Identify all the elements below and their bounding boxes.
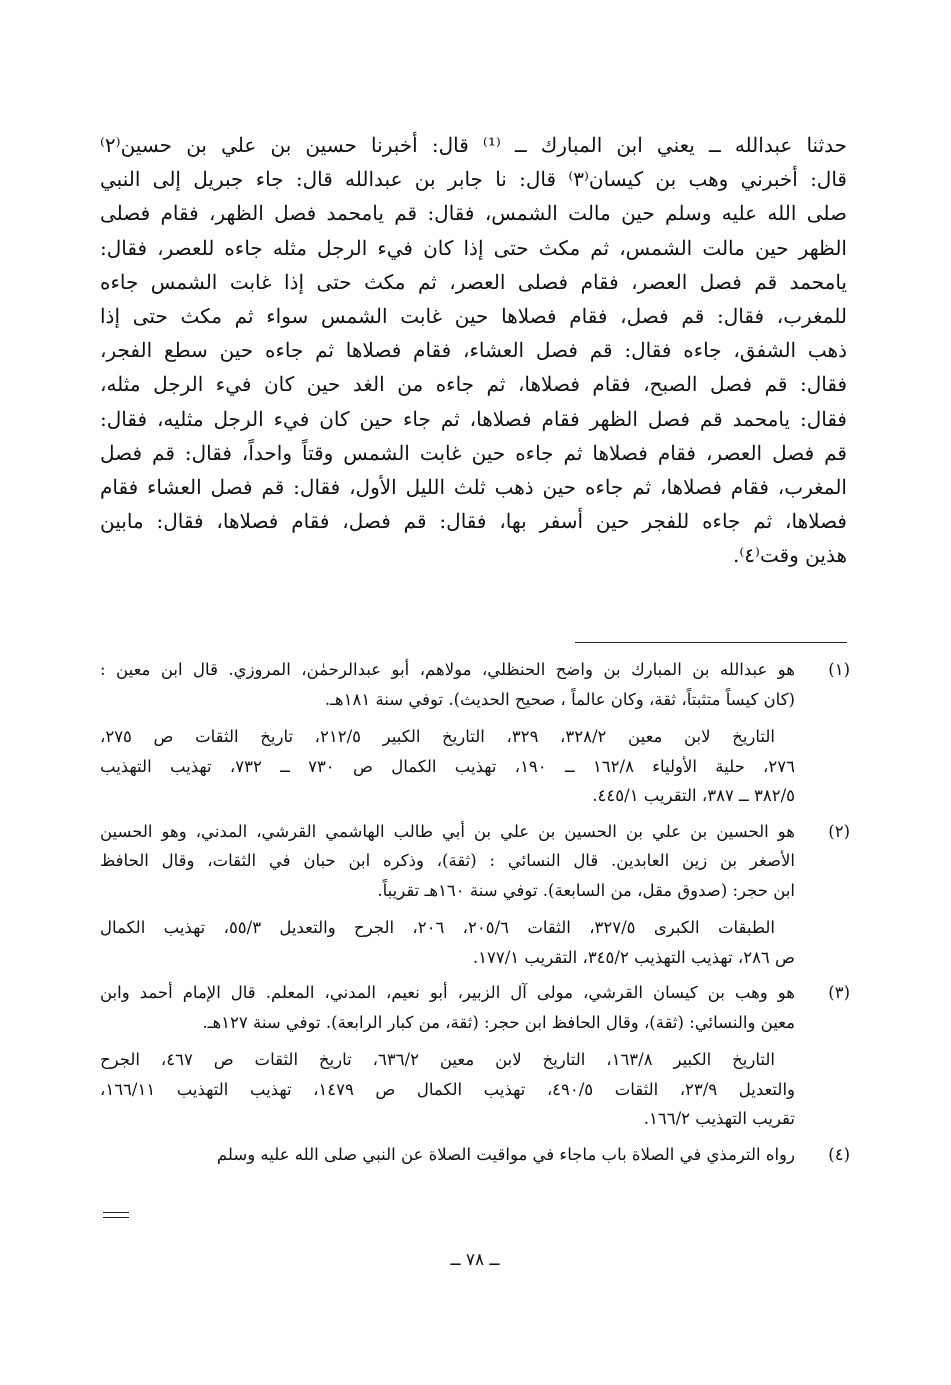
main-text-line: المغرب، فقام فصلاها، ثم جاءه حين ذهب ثلث الليل الأول، فقال: قم فصل العشاء فقام — [100, 474, 847, 499]
footnote-line: هو الحسين بن علي بن الحسين بن علي بن أبي طالب الهاشمي القرشي، المدني، وهو الحسين — [100, 821, 795, 841]
main-text-line: هذين وقت⁽٤⁾. — [733, 543, 847, 568]
footnote-reference-line: تقريب التهذيب ١٦٦/٢. — [643, 1109, 795, 1128]
main-text-block — [100, 128, 847, 572]
footnote-line: معين والنسائي: (ثقة)، وقال الحافظ ابن حجر: (ثقة، من كبار الرابعة). توفي سنة ١٢٧هـ. — [202, 1012, 795, 1032]
footnote-4 — [100, 1140, 850, 1170]
main-text-line: فصلاها، ثم جاءه للفجر حين أسفر بها، فقال: قم فصل، فقام فصلاها، فقال: مابين — [100, 509, 847, 534]
main-text-line: ذهب الشفق، جاءه فقال: قم فصل العشاء، فقام فصلاها ثم جاءه حين سطع الفجر، — [100, 338, 847, 363]
footnote-line: هو وهب بن كيسان القرشي، مولى آل الزبير، أبو نعيم، المدني، المعلم. قال الإمام أحمد وابن — [100, 983, 795, 1002]
footnote-reference-line: ص ٢٨٦، تهذيب التهذيب ٣٤٥/٢، التقريب ١٧٧/١. — [472, 947, 795, 967]
footnote-line: رواه الترمذي في الصلاة باب ماجاء في مواقيت الصلاة عن النبي صلى الله عليه وسلم — [216, 1144, 795, 1164]
footnote-reference-line: الطبقات الكبرى ٣٢٧/٥، الثقات ٢٠٥/٦، ٢٠٦، الجرح والتعديل ٥٥/٣، تهذيب الكمال — [100, 918, 775, 937]
footnote-reference-line: التاريخ لابن معين ٣٢٨/٢، ٣٢٩، التاريخ الكبير ٢١٢/٥، تاريخ الثقات ص ٢٧٥، — [100, 727, 775, 746]
footnote-line: ابن حجر: (صدوق مقل، من السابعة). توفي سنة ١٦٠هـ تقريباً. — [377, 880, 795, 900]
main-text-line: صلى الله عليه وسلم حين مالت الشمس، فقال: قم يامحمد فصل الظهر، فقام فصلى — [100, 201, 847, 226]
main-text-line: فقال: يامحمد قم فصل الظهر فقام فصلاها، ثم جاء حين كان فيء الرجل مثليه، فقال: — [100, 406, 847, 431]
footnote-reference-line: التاريخ الكبير ١٦٣/٨، التاريخ لابن معين ٦٣٦/٢، تاريخ الثقات ص ٤٦٧، الجرح — [100, 1050, 775, 1069]
footnote-separator — [575, 642, 847, 643]
main-text-line: الظهر حين مالت الشمس، ثم مكث حتى إذا كان فيء الرجل مثله جاءه للعصر، فقال: — [100, 235, 847, 260]
footnote-3 — [100, 978, 850, 1134]
footnote-body — [100, 978, 795, 1134]
footnote-body — [100, 655, 795, 811]
footnote-1 — [100, 655, 850, 811]
main-text-line: حدثنا عبدالله ــ يعني ابن المبارك ــ ⁽¹⁾ قال: أخبرنا حسين بن علي بن حسين⁽٢⁾ — [100, 133, 847, 157]
footnote-2 — [100, 817, 850, 973]
page-number: ــ ٧٨ ــ — [450, 1250, 500, 1270]
main-text-line: يامحمد قم فصل العصر، فقام فصلى العصر، ثم مكث حتى إذا غابت الشمس جاءه — [100, 269, 847, 294]
footnotes-section — [100, 655, 850, 1175]
footnote-line: هو عبدالله بن المبارك بن واضح الحنظلي، مولاهم، أبو عبدالرحمٰن، المروزي. قال ابن معين : — [100, 660, 795, 679]
footnote-body — [100, 817, 795, 973]
footnote-reference-line: ٣٨٢/٥ ــ ٣٨٧، التقريب ٤٤٥/١. — [592, 786, 795, 805]
footnote-number: (٣) — [828, 983, 850, 1002]
footnote-reference-line: ٢٧٦، حلية الأولياء ١٦٢/٨ ــ ١٩٠، تهذيب الكمال ص ٧٣٠ ــ ٧٣٢، تهذيب التهذيب — [100, 756, 795, 776]
main-text-line: قم فصل العصر، فقام فصلاها ثم جاءه حين غابت الشمس وقتاً واحداً، فقال: قم فصل — [100, 440, 847, 465]
main-text-line: قال: أخبرني وهب بن كيسان⁽٣⁾ قال: نا جابر بن عبدالله قال: جاء جبريل إلى النبي — [100, 167, 847, 192]
footnote-number: (١) — [828, 660, 850, 679]
footnote-reference-line: والتعديل ٢٣/٩، الثقات ٤٩٠/٥، تهذيب الكمال ص ١٤٧٩، تهذيب التهذيب ١٦٦/١١، — [100, 1079, 795, 1099]
footnote-number: (٢) — [828, 821, 850, 841]
footnote-body — [100, 1140, 795, 1170]
continuation-mark — [103, 1212, 129, 1218]
footnote-number: (٤) — [828, 1144, 850, 1164]
main-text-line: للمغرب، فقال: قم فصل، فقام فصلاها حين غابت الشمس سواء ثم مكث حتى إذا — [100, 303, 847, 328]
main-text-line: فقال: قم فصل الصبح، فقام فصلاها، ثم جاءه من الغد حين كان فيء الرجل مثله، — [100, 372, 847, 397]
footnote-line: (كان كيساً متثبتاً، ثقة، وكان عالماً ، صحيح الحديث). توفي سنة ١٨١هـ. — [324, 689, 795, 709]
footnote-line: الأصغر بن زين العابدين. قال النسائي : (ثقة)، وذكره ابن حبان في الثقات، وقال الحافظ — [100, 851, 795, 870]
